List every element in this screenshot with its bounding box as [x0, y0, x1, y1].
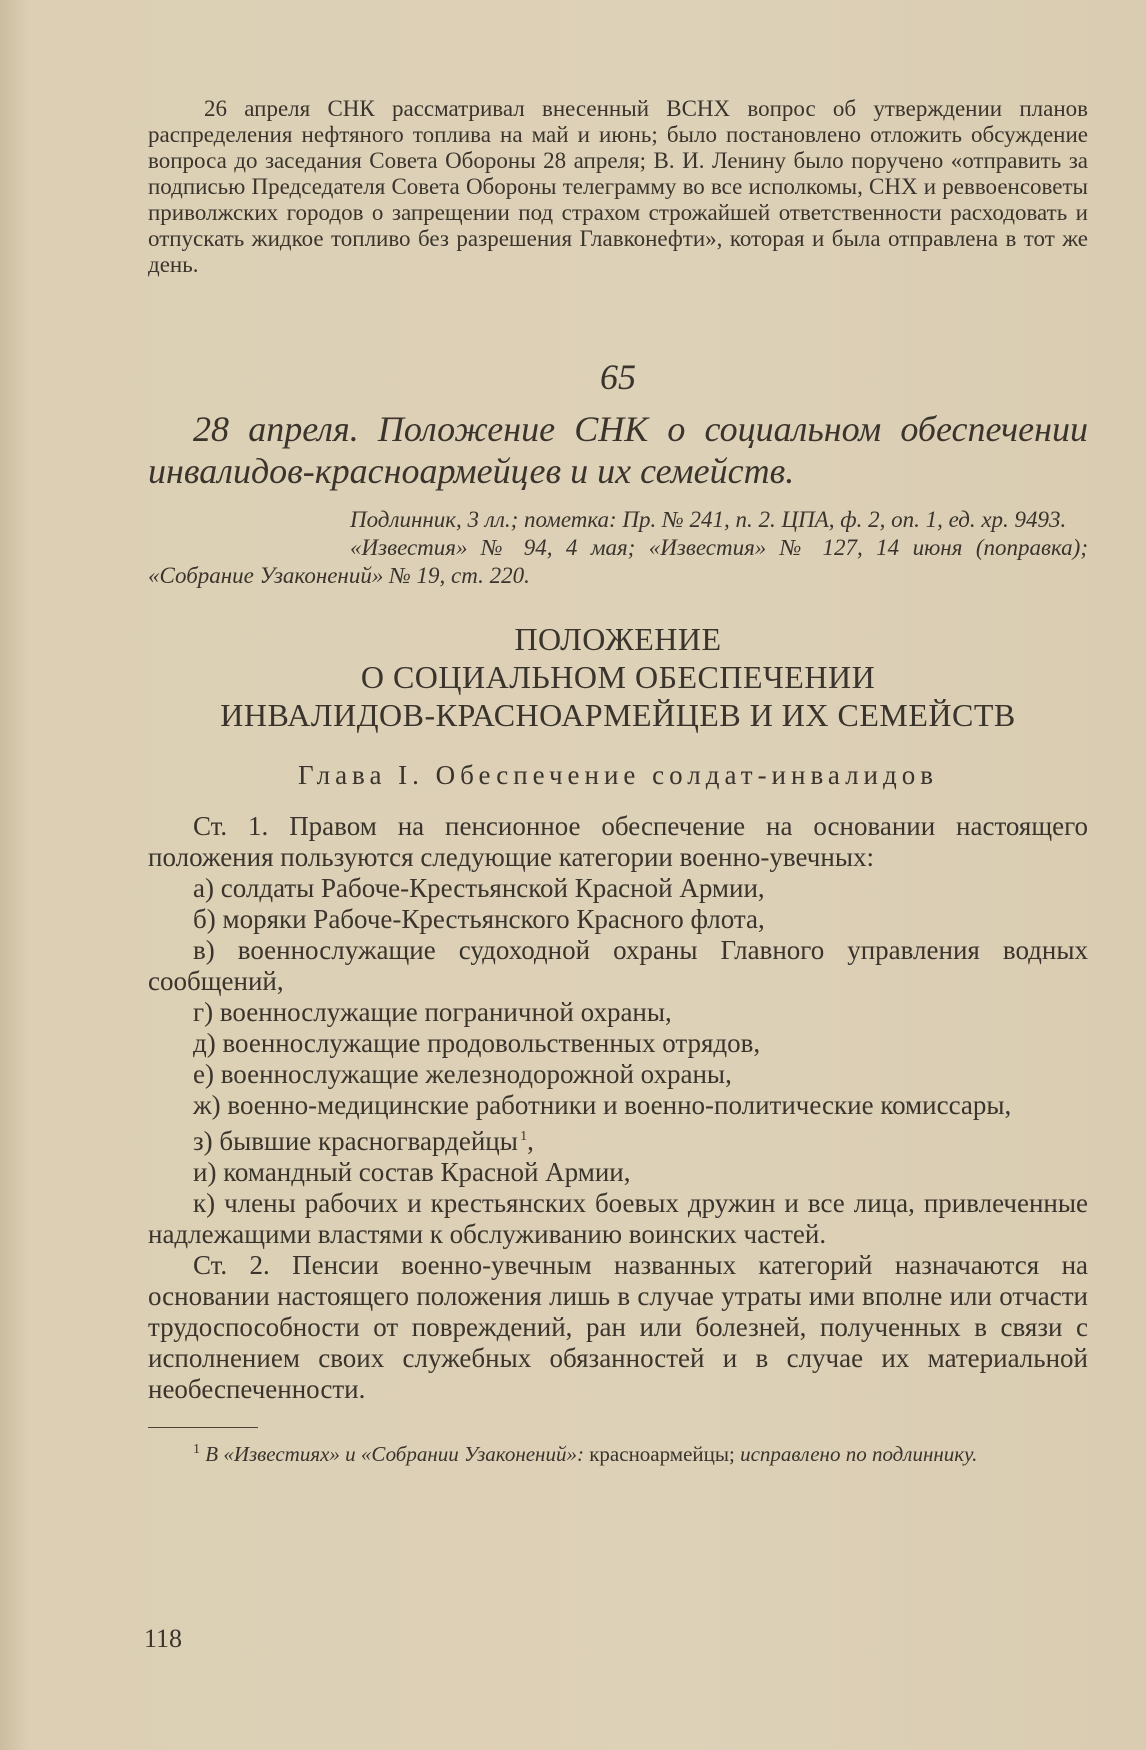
item-z-text: з) бывшие красногвардейцы: [193, 1126, 518, 1156]
title-line-3: ИНВАЛИДОВ-КРАСНОАРМЕЙЦЕВ И ИХ СЕМЕЙСТВ: [220, 697, 1016, 733]
document-title: [148, 620, 1088, 734]
footnote-reference: 1: [520, 1129, 528, 1144]
article-1-item-a: а) солдаты Рабоче-Крестьянской Красной Армии,: [193, 873, 765, 903]
source-note-2: «Известия» № 94, 4 мая; «Известия» № 127, 14 июня (поправка); «Собрание Узаконений» № 19, ст. 220.: [148, 535, 1088, 588]
article-1-item-g: г) военнослужащие пограничной охраны,: [193, 997, 672, 1027]
intro-paragraph: 26 апреля СНК рассматривал внесенный ВСНХ вопрос об утверждении планов распределения нефтяного топлива на май и июнь; было постановлено отложить обсуждение вопроса до заседания Совета Обороны 28 апреля; В. И. Ленину было поручено «отправить за подписью Председателя Совета Обороны телеграмму во все исполкомы, СНХ и реввоенсоветы приволжских городов о запрещении под страхом строжайшей ответственности расходовать и отпускать жидкое топливо без разрешения Главконефти», которая и была отправлена в тот же день.: [148, 96, 1088, 277]
title-line-1: ПОЛОЖЕНИЕ: [514, 621, 722, 657]
article-1-item-i: и) командный состав Красной Армии,: [193, 1157, 631, 1187]
title-line-2: О СОЦИАЛЬНОМ ОБЕСПЕЧЕНИИ: [360, 659, 876, 695]
article-1-text: Ст. 1. Правом на пенсионное обеспечение на основании настоящего положения пользуются следующие категории военно-увечных:: [148, 811, 1088, 872]
article-1-item-e: е) военнослужащие железнодорожной охраны,: [193, 1059, 732, 1089]
document-heading: 28 апреля. Положение СНК о социальном обеспечении инвалидов-красноармейцев и их семейств.: [148, 409, 1088, 491]
footnote-marker: 1: [193, 1442, 200, 1457]
footnote-divider: [148, 1427, 258, 1428]
footnote: [148, 1436, 1088, 1468]
chapter-heading: Глава I. Обеспечение солдат-инвалидов: [298, 760, 938, 790]
document-number: 65: [600, 357, 636, 397]
article-2-text: Ст. 2. Пенсии военно-увечным названных категорий назначаются на основании настоящего положения лишь в случае утраты ими вполне или отчасти трудоспособности от повреждений, ран или болезней, полученных в связи с исполнением своих служебных обязанностей и в случае их материальной необеспеченности.: [148, 1250, 1088, 1404]
footnote-italic-2: исправлено по подлиннику.: [740, 1442, 978, 1466]
item-z-suffix: ,: [527, 1126, 534, 1156]
article-1-item-d: д) военнослужащие продовольственных отрядов,: [193, 1028, 761, 1058]
footnote-plain: красноармейцы;: [589, 1442, 735, 1466]
article-1-item-z: [148, 1121, 1088, 1157]
article-1-item-v: в) военнослужащие судоходной охраны Главного управления водных сообщений,: [148, 935, 1088, 996]
article-1-item-b: б) моряки Рабоче-Крестьянского Красного флота,: [193, 904, 765, 934]
page-number: 118: [144, 1624, 183, 1653]
article-1-item-zh: ж) военно-медицинские работники и военно-политические комиссары,: [193, 1090, 1012, 1120]
article-1-item-k: к) члены рабочих и крестьянских боевых дружин и все лица, привлеченные надлежащими властями к обслуживанию воинских частей.: [148, 1188, 1088, 1249]
source-note-1: Подлинник, 3 лл.; пометка: Пр. № 241, п. 2. ЦПА, ф. 2, оп. 1, ед. хр. 9493.: [350, 507, 1067, 532]
text-column: [148, 96, 1088, 1468]
footnote-italic-1: В «Известиях» и «Собрании Узаконений»:: [205, 1442, 584, 1466]
